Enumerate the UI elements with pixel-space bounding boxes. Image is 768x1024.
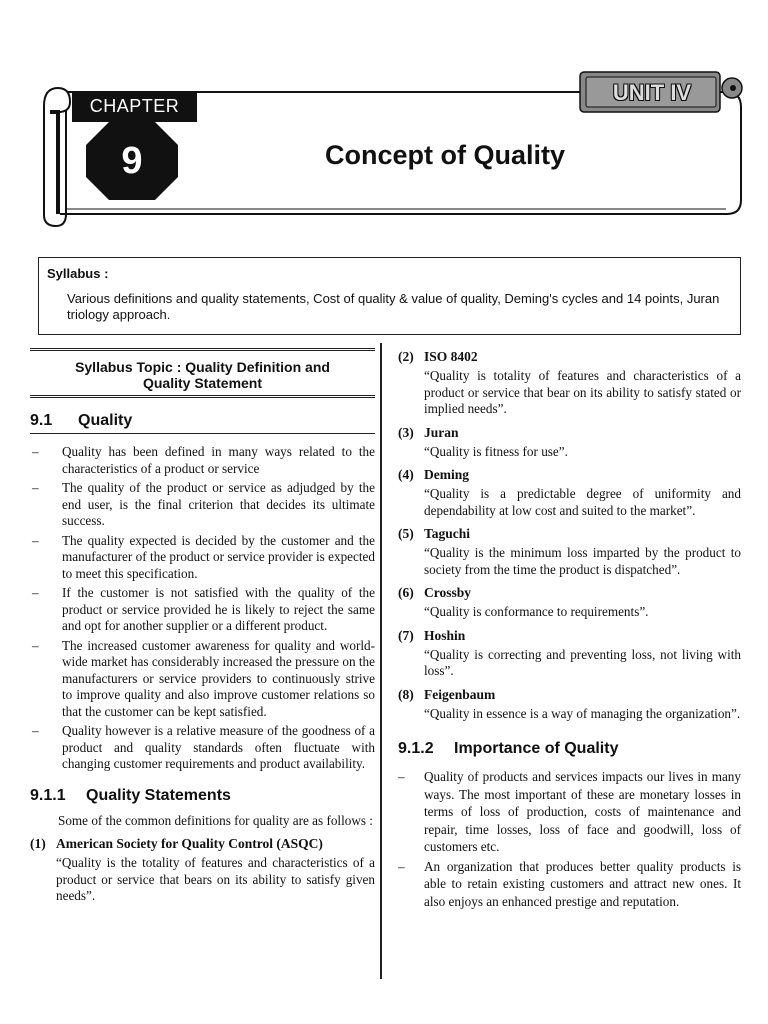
definition-item <box>398 686 741 723</box>
section-heading-9-1 <box>30 412 375 434</box>
definition-name: American Society for Quality Control (ASQC) <box>56 836 323 851</box>
definition-quote: “Quality in essence is a way of managing the organization”. <box>424 705 741 721</box>
definition-number: (1) <box>30 836 46 851</box>
definition-quote: “Quality is correcting and preventing loss, not living with loss”. <box>424 646 741 678</box>
section-number: 9.1.2 <box>398 740 434 757</box>
section-number: 9.1 <box>30 412 53 429</box>
syllabus-text: Various definitions and quality statements, Cost of quality & value of quality, Deming's cycles and 14 points, Juran triology approach. <box>67 291 720 322</box>
definition-name: ISO 8402 <box>424 349 478 364</box>
definition-item <box>398 348 741 418</box>
definition-item <box>398 525 741 578</box>
list-item: – The increased customer awareness for quality and world-wide market has considerably increased the pressure on the manufacturers or service providers to continuously strive to improve quality and also improve customer relations so that the customer can be kept satisfied. <box>30 638 375 721</box>
definition-quote: “Quality is the minimum loss imparted by the product to society from the time the product is dispatched”. <box>424 545 741 577</box>
definition-name: Hoshin <box>424 627 466 643</box>
definition-number: (4) <box>398 467 414 482</box>
intro-paragraph: Some of the common definitions for quality are as follows : <box>58 812 373 828</box>
chapter-label: CHAPTER <box>72 91 197 122</box>
definition-heading <box>398 525 741 542</box>
list-item: – Quality has been defined in many ways related to the characteristics of a product or service <box>30 444 375 477</box>
definition-number: (6) <box>398 585 414 600</box>
definition-number: (7) <box>398 627 414 643</box>
syllabus-topic-line2: Quality Statement <box>142 375 263 391</box>
importance-bullet-list <box>398 768 741 910</box>
left-column <box>30 348 375 905</box>
definition-item <box>398 466 741 519</box>
definition-heading <box>398 466 741 483</box>
definition-quote: “Quality is fitness for use”. <box>424 443 568 459</box>
section-title: Importance of Quality <box>454 740 619 757</box>
section-heading-9-1-1 <box>30 787 375 805</box>
definition-item <box>398 424 741 461</box>
section-heading-9-1-2 <box>398 740 741 758</box>
list-item: – The quality of the product or service as adjudged by the end user, is the final criterion that decides its ultimate success. <box>30 480 375 530</box>
column-divider <box>380 343 382 979</box>
list-item: – An organization that produces better quality products is able to retain existing customers and attract new ones. It also enjoys an enhanced prestige and reputation. <box>398 858 741 911</box>
definition-heading <box>398 627 741 644</box>
definition-number: (8) <box>398 686 414 702</box>
unit-label: UNIT IV <box>612 80 692 105</box>
syllabus-box <box>38 257 741 335</box>
definition-item <box>398 627 741 680</box>
definition-quote: “Quality is totality of features and characteristics of a product or service that bear on its ability to satisfy stated or implied needs”. <box>424 368 741 416</box>
definition-item <box>30 835 375 905</box>
definition-heading <box>398 686 741 703</box>
chapter-title: Concept of Quality <box>324 140 565 170</box>
definition-number: (2) <box>398 349 414 364</box>
definition-name: Taguchi <box>424 526 471 541</box>
definition-heading <box>30 835 375 852</box>
section-number: 9.1.1 <box>30 786 66 804</box>
quality-bullet-list <box>30 444 375 773</box>
definition-heading <box>398 584 741 601</box>
definition-item <box>398 584 741 621</box>
definition-number: (5) <box>398 526 414 541</box>
list-item: – If the customer is not satisfied with the quality of the product or service provided he is likely to reject the same and opt for another supplier or a different product. <box>30 585 375 635</box>
syllabus-topic-line1: Syllabus Topic : Quality Definition and <box>75 359 330 375</box>
definition-name: Juran <box>424 424 459 440</box>
list-item: – Quality of products and services impacts our lives in many ways. The most important of these are monetary losses in terms of loss of production, costs of maintenance and repair, time losses, loss of face and goodwill, loss of customers etc. <box>398 768 741 856</box>
definition-quote: “Quality is conformance to requirements”. <box>424 604 649 619</box>
list-item: – Quality however is a relative measure of the goodness of a product and quality standards often fluctuate with changing customer requirements and product availability. <box>30 723 375 773</box>
definition-quote: “Quality is a predictable degree of uniformity and dependability at low cost and suited to the market”. <box>424 486 741 518</box>
section-title: Quality Statements <box>86 786 231 804</box>
definition-heading <box>398 348 741 365</box>
syllabus-heading: Syllabus : <box>47 266 109 281</box>
list-item: – The quality expected is decided by the customer and the manufacturer of the product or service provider is expected to meet this specification. <box>30 533 375 583</box>
section-title: Quality <box>78 412 133 429</box>
definition-name: Crossby <box>424 585 472 600</box>
chapter-number: 9 <box>121 140 143 182</box>
definition-heading <box>398 424 741 441</box>
right-column <box>398 348 741 912</box>
definition-name: Feigenbaum <box>424 686 496 702</box>
definition-number: (3) <box>398 424 414 440</box>
definition-quote: “Quality is the totality of features and characteristics of a product or service that bears on its ability to satisfy given needs”. <box>56 855 375 903</box>
definition-name: Deming <box>424 467 469 482</box>
syllabus-topic-box <box>30 348 375 398</box>
